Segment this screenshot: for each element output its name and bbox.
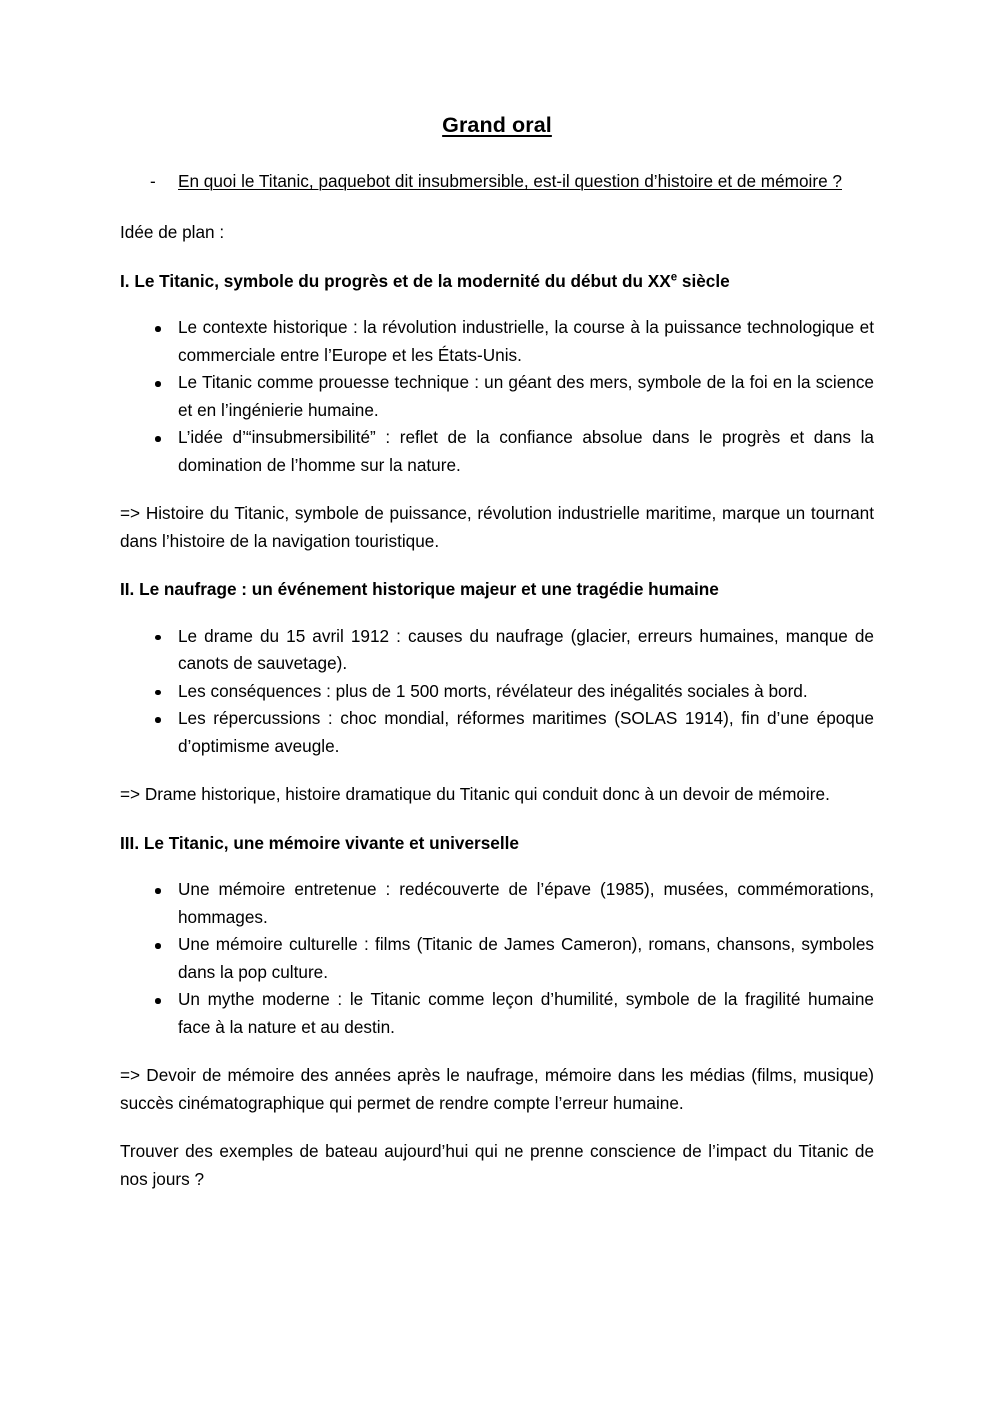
section-3-conclusion: => Devoir de mémoire des années après le naufrage, mémoire dans les médias (films, musique) succès cinématographique qui permet de rendre compte l’erreur humaine.: [120, 1065, 874, 1113]
list-item: Les conséquences : plus de 1 500 morts, révélateur des inégalités sociales à bord.: [120, 678, 874, 706]
section-1-heading-prefix: I. Le Titanic, symbole du progrès et de la modernité du début du XX: [120, 270, 671, 291]
list-item: Le drame du 15 avril 1912 : causes du naufrage (glacier, erreurs humaines, manque de canots de sauvetage).: [120, 623, 874, 678]
closing-question: Trouver des exemples de bateau aujourd’hui qui ne prenne conscience de l’impact du Titanic de nos jours ?: [120, 1141, 874, 1189]
section-1-conclusion: => Histoire du Titanic, symbole de puissance, révolution industrielle maritime, marque un tournant dans l’histoire de la navigation touristique.: [120, 503, 874, 551]
main-question: [120, 168, 874, 196]
list-item: Une mémoire entretenue : redécouverte de l’épave (1985), musées, commémorations, hommages.: [120, 876, 874, 931]
page-title: [120, 112, 874, 139]
section-2-heading: II. Le naufrage : un événement historique majeur et une tragédie humaine: [120, 579, 719, 600]
page-title-text: Grand oral: [442, 113, 552, 137]
dash-marker: -: [150, 170, 156, 191]
section-1-heading: [120, 268, 874, 296]
section-1-heading-superscript: e: [670, 271, 678, 284]
list-item: Le contexte historique : la révolution industrielle, la course à la puissance technologique et commerciale entre l’Europe et les États-Unis.: [120, 314, 874, 369]
list-item: Un mythe moderne : le Titanic comme leçon d’humilité, symbole de la fragilité humaine face à la nature et au destin.: [120, 986, 874, 1041]
list-item: L’idée d’“insubmersibilité” : reflet de la confiance absolue dans le progrès et dans la domination de l’homme sur la nature.: [120, 424, 874, 479]
section-1-bullet-list: [120, 314, 874, 479]
plan-intro: Idée de plan :: [120, 222, 225, 243]
main-question-text: En quoi le Titanic, paquebot dit insubmersible, est-il question d’histoire et de mémoire ?: [178, 170, 842, 191]
list-item: Les répercussions : choc mondial, réformes maritimes (SOLAS 1914), fin d’une époque d’optimisme aveugle.: [120, 705, 874, 760]
document-body: [120, 112, 874, 1214]
section-3-heading: III. Le Titanic, une mémoire vivante et universelle: [120, 832, 519, 853]
section-2-conclusion: => Drame historique, histoire dramatique du Titanic qui conduit donc à un devoir de mémoire.: [120, 784, 830, 805]
section-3-bullet-list: [120, 876, 874, 1041]
section-1-heading-suffix: siècle: [677, 270, 730, 291]
list-item: Le Titanic comme prouesse technique : un géant des mers, symbole de la foi en la science et en l’ingénierie humaine.: [120, 369, 874, 424]
list-item: Une mémoire culturelle : films (Titanic de James Cameron), romans, chansons, symboles dans la pop culture.: [120, 931, 874, 986]
section-2-bullet-list: [120, 623, 874, 761]
